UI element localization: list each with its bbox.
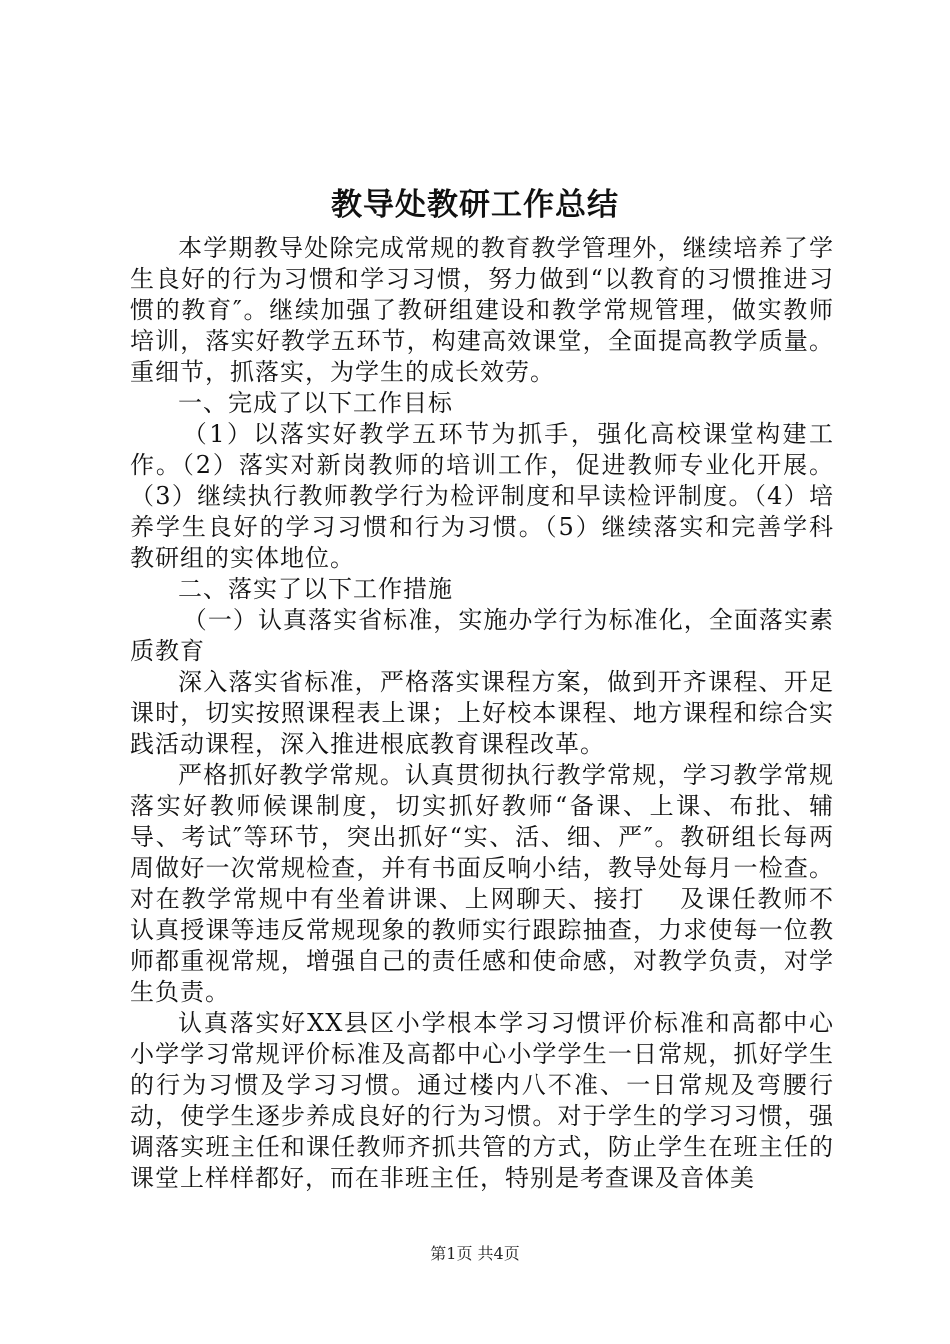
document-title: 教导处教研工作总结 (331, 187, 619, 223)
measure-paragraph-curriculum: 深入落实省标准，严格落实课程方案，做到开齐课程、开足课时，切实按照课程表上课；上好校本课程、地方课程和综合实践活动课程，深入推进根底教育课程改革。 (130, 668, 834, 758)
goals-paragraph: （1）以落实好教学五环节为抓手，强化高校课堂构建工作。（2）落实对新岗教师的培训工作，促进教师专业化开展。（3）继续执行教师教学行为检评制度和早读检评制度。（4）培养学生良好的学习习惯和行为习惯。（5）继续落实和完善学科教研组的实体地位。 (130, 420, 834, 572)
section-heading-measures: 二、落实了以下工作措施 (178, 575, 453, 603)
measure-paragraph-habits: 认真落实好XX县区小学根本学习习惯评价标准和高都中心小学学习常规评价标准及高都中心小学学生一日常规，抓好学生的行为习惯及学习习惯。通过楼内八不准、一日常规及弯腰行动，使学生逐步养成良好的行为习惯。对于学生的学习习惯，强调落实班主任和课任教师齐抓共管的方式，防止学生在班主任的课堂上样样都好，而在非班主任，特别是考查课及音体美 (130, 1009, 834, 1192)
page-footer: 第1页 共4页 (430, 1244, 520, 1263)
sub-heading-standards: （一）认真落实省标准，实施办学行为标准化，全面落实素质教育 (130, 606, 834, 665)
document-body (130, 233, 834, 1194)
measure-paragraph-routine: 严格抓好教学常规。认真贯彻执行教学常规，学习教学常规落实好教师候课制度，切实抓好教师“备课、上课、布批、辅导、考试″等环节，突出抓好“实、活、细、严″。教研组长每两周做好一次常规检查，并有书面反响小结，教导处每月一检查。对在教学常规中有坐着讲课、上网聊天、接打 及课任教师不认真授课等违反常规现象的教师实行跟踪抽查，力求使每一位教师都重视常规，增强自己的责任感和使命感，对教学负责，对学生负责。 (130, 761, 834, 1006)
section-heading-goals: 一、完成了以下工作目标 (178, 389, 453, 417)
intro-paragraph: 本学期教导处除完成常规的教育教学管理外，继续培养了学生良好的行为习惯和学习习惯，努力做到“以教育的习惯推进习惯的教育″。继续加强了教研组建设和教学常规管理，做实教师培训，落实好教学五环节，构建高效课堂，全面提高教学质量。重细节，抓落实，为学生的成长效劳。 (130, 234, 834, 386)
